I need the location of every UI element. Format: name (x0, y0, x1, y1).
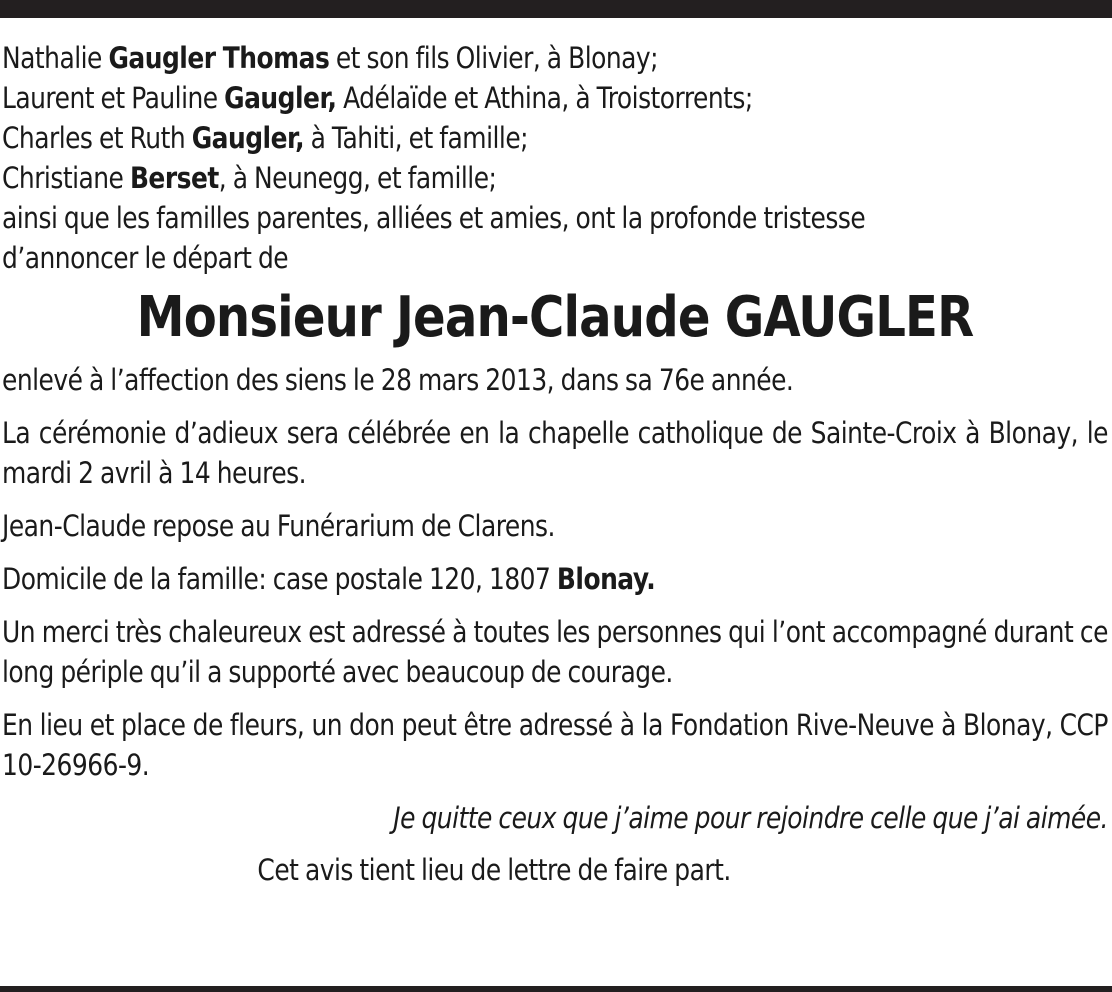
ceremony-paragraph: La cérémonie d’adieux sera célébrée en la chapelle catholique de Sainte-Croix à Blonay, le mardi 2 avril à 14 heures. (2, 416, 1108, 490)
quote: Je quitte ceux que j’aime pour rejoindre celle que j’ai aimée. (393, 801, 1108, 835)
closing-note: Cet avis tient lieu de lettre de faire part. (257, 853, 731, 887)
family-list (2, 38, 1108, 278)
family-line-4: Christiane Berset, à Neunegg, et famille; (2, 161, 497, 195)
deceased-name: Monsieur Jean-Claude GAUGLER (136, 285, 974, 350)
donation-paragraph: En lieu et place de fleurs, un don peut être adressé à la Fondation Rive-Neuve à Blonay, CCP 10-26966-9. (2, 708, 1108, 782)
domicile-paragraph: Domicile de la famille: case postale 120, 1807 Blonay. (2, 562, 656, 596)
obituary-notice (2, 38, 1108, 890)
family-line-1: Nathalie Gaugler Thomas et son fils Olivier, à Blonay; (2, 41, 659, 75)
family-line-2: Laurent et Pauline Gaugler, Adélaïde et Athina, à Troistorrents; (2, 81, 753, 115)
rests-paragraph: Jean-Claude repose au Funérarium de Clarens. (2, 509, 555, 543)
family-line-3: Charles et Ruth Gaugler, à Tahiti, et famille; (2, 121, 529, 155)
bottom-border-rule (0, 986, 1112, 992)
intro-line-1: ainsi que les familles parentes, alliées et amies, ont la profonde tristesse (2, 201, 866, 235)
death-paragraph: enlevé à l’affection des siens le 28 mars 2013, dans sa 76e année. (2, 363, 794, 397)
top-border-rule (0, 0, 1112, 18)
thanks-paragraph: Un merci très chaleureux est adressé à toutes les personnes qui l’ont accompagné durant ce long périple qu’il a supporté avec beaucoup de courage. (2, 615, 1108, 689)
intro-line-2: d’annoncer le départ de (2, 241, 289, 275)
